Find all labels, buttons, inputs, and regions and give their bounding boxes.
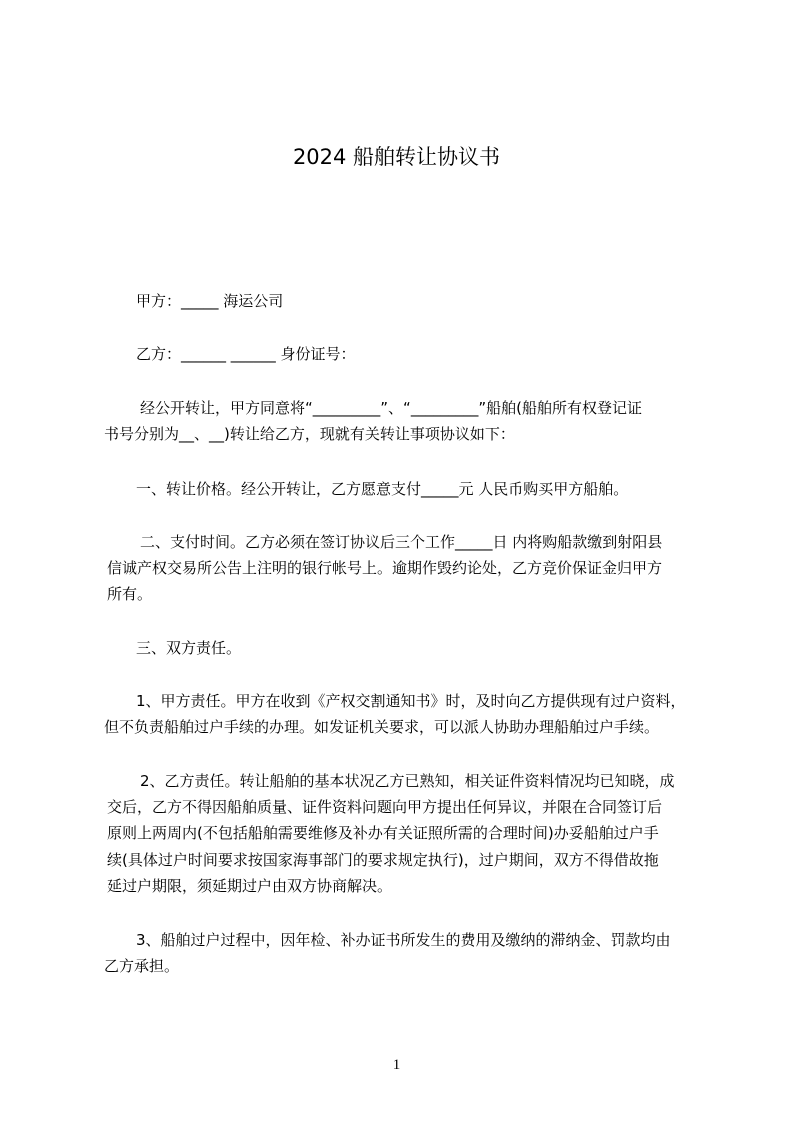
duty-c-line-2: 乙方承担。 [104, 957, 180, 975]
duty-a-line-2: 但不负责船舶过户手续的办理。如发证机关要求，可以派人协助办理船舶过户手续。 [104, 718, 660, 736]
clause-payment-line-1: 二、支付时间。乙方必须在签订协议后三个工作_____日 内将购船款缴到射阳县 [140, 533, 663, 551]
duty-a-line-1: 1、甲方责任。甲方在收到《产权交割通知书》时，及时向乙方提供现有过户资料， [136, 692, 686, 710]
duty-b-line-3: 原则上两周内(不包括船舶需要维修及补办有关证照所需的合理时间)办妥船舶过户手 [107, 824, 659, 842]
page-number: 1 [392, 1057, 401, 1073]
clause-price: 一、转让价格。经公开转让，乙方愿意支付_____元 人民币购买甲方船舶。 [136, 480, 629, 498]
clause-duties-heading: 三、双方责任。 [136, 639, 242, 657]
clause-payment-line-3: 所有。 [107, 585, 153, 603]
clause-payment-line-2: 信诚产权交易所公告上注明的银行帐号上。逾期作毁约论处，乙方竞价保证金归甲方 [107, 559, 663, 577]
duty-b-line-1: 2、乙方责任。转让船舶的基本状况乙方已熟知，相关证件资料情况均已知晓，成 [140, 772, 675, 790]
duty-b-line-4: 续(具体过户时间要求按国家海事部门的要求规定执行)，过户期间，双方不得借故拖 [107, 851, 659, 869]
intro-line-2: 书号分别为__、__)转让给乙方，现就有关转让事项协议如下： [104, 425, 515, 443]
duty-b-line-2: 交后，乙方不得因船舶质量、证件资料问题向甲方提出任何异议，并限在合同签订后 [107, 798, 663, 816]
party-b-line: 乙方：______ ______ 身份证号： [136, 345, 356, 363]
duty-c-line-1: 3、船舶过户过程中，因年检、补办证书所发生的费用及缴纳的滞纳金、罚款均由 [136, 931, 671, 949]
duty-b-line-5: 延过户期限，须延期过户由双方协商解决。 [107, 877, 393, 895]
intro-line-1: 经公开转让，甲方同意将“_________”、“_________”船舶(船舶所有权登记证 [140, 399, 642, 417]
party-a-line: 甲方：_____ 海运公司 [136, 292, 284, 310]
document-title: 2024 船舶转让协议书 [292, 145, 501, 169]
